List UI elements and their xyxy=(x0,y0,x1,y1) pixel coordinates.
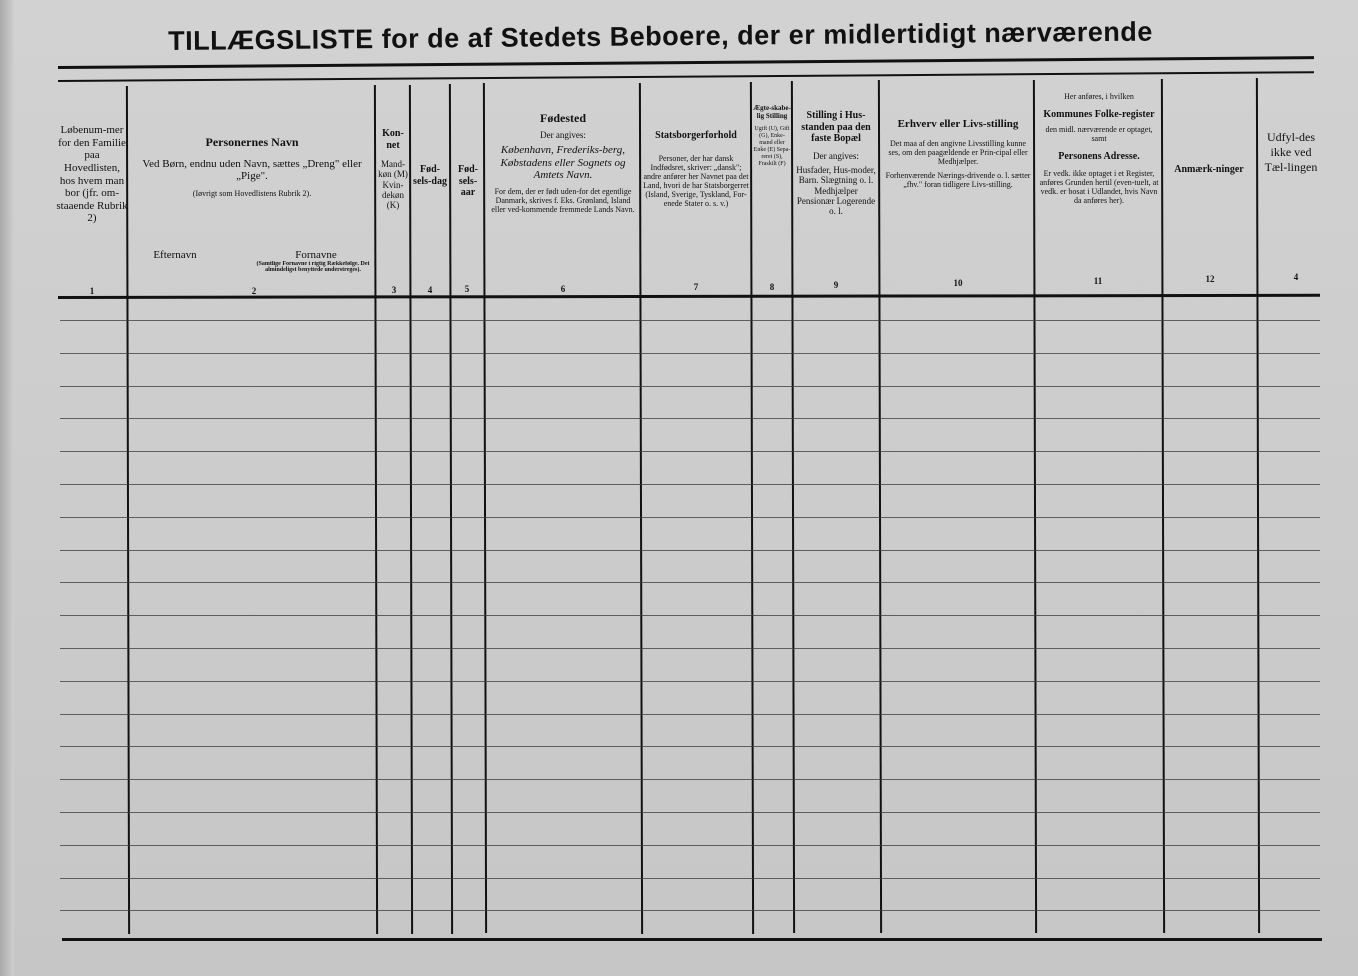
header-col-3 xyxy=(377,128,409,211)
column-divider xyxy=(409,85,413,934)
col-2-heading: Personernes Navn xyxy=(205,136,299,149)
header-col-6 xyxy=(488,112,638,215)
table-bottom-rule xyxy=(62,938,1322,941)
column-divider xyxy=(750,82,754,934)
col-2-note: Ved Børn, endnu uden Navn, sættes „Dreng" eller „Pige". xyxy=(142,157,362,183)
entry-line xyxy=(60,320,1320,321)
col-9-heading: Stilling i Hus-standen paa den faste Bopæl xyxy=(801,110,871,144)
column-divider xyxy=(483,83,487,933)
header-col-7 xyxy=(642,130,750,209)
col-3-number: 3 xyxy=(391,285,397,295)
header-col-9 xyxy=(795,110,877,217)
col-7-heading: Statsborgerforhold xyxy=(655,130,737,141)
col-6-note: For dem, der er født uden-for det egentlige Danmark, skrives f. Eks. Grønland, Island eller ved-kommende fremmede Lands Navn. xyxy=(491,187,635,215)
col-11-heading: Kommunes Folke-register xyxy=(1043,109,1155,121)
col-11-note: Er vedk. ikke optaget i et Register, anføres Grunden hertil (even-tuelt, at vedk. er bosat i Udlandet, hvis Navn da anføres her). xyxy=(1039,168,1159,206)
column-divider xyxy=(878,80,882,933)
col-5-number: 5 xyxy=(464,284,470,294)
col-11-heading-2: Personens Adresse. xyxy=(1058,151,1140,163)
header-col-11 xyxy=(1038,92,1160,205)
entry-line xyxy=(60,878,1320,879)
entry-line xyxy=(60,517,1320,518)
header-col-5: Fød-sels-aar xyxy=(458,164,478,198)
col-10-description: Det maa af den angivne Livsstilling kunne ses, om den paagældende er Prin-cipal eller Medhjælper. xyxy=(888,138,1028,167)
entry-line xyxy=(60,451,1320,452)
column-divider xyxy=(1033,80,1037,933)
col-6-number: 6 xyxy=(560,284,566,294)
entry-line xyxy=(60,386,1320,387)
col-4-number: 4 xyxy=(427,285,433,295)
entry-line xyxy=(60,746,1320,747)
col-1-description: Løbenum-mer for den Familie paa Hovedlisten, hos hvem man bor (jfr. om-staaende Rubrik 2) xyxy=(56,124,128,225)
col-10-heading: Erhverv eller Livs-stilling xyxy=(897,118,1019,130)
col-6-subheading: Der angives: xyxy=(540,129,586,140)
col-12-number: 12 xyxy=(1205,274,1215,284)
col-8-number: 8 xyxy=(769,282,775,292)
entry-line xyxy=(60,418,1320,419)
col-10-note: Forhenværende Nærings-drivende o. l. sætter „fhv." foran tidligere Livs-stilling. xyxy=(885,171,1031,190)
column-divider xyxy=(639,82,643,933)
entry-line xyxy=(60,812,1320,813)
col-9-description: Husfader, Hus-moder, Barn. Slægtning o. l. Medhjælper Pensionær Logerende o. l. xyxy=(796,164,876,217)
header-col-13: Udfyl-des ikke ved Tæl-lingen xyxy=(1264,130,1318,174)
entry-line xyxy=(60,484,1320,485)
col-13-number: 4 xyxy=(1293,272,1299,282)
col-7-description: Personer, der har dansk Indfødsret, skriver: „dansk"; andre anfører her Navnet paa det Land, hvori de har Statsborgerret (Island, Sverige, Tyskland, For-enede Stater o. s. v.) xyxy=(643,153,749,209)
entry-line xyxy=(60,779,1320,780)
col-6-places: København, Frederiks-berg, Købstadens eller Sognets og Amtets Navn. xyxy=(500,144,626,182)
col-11-description: den midl. nærværende er optaget, samt xyxy=(1045,124,1153,143)
header-top-rule xyxy=(58,71,1314,82)
entry-line xyxy=(60,845,1320,846)
col-8-description: Ugift (U), Gift (G), Enke-mand eller Enke (E) Sepa-reret (S), Fraskilt (F) xyxy=(753,126,791,167)
header-col-1 xyxy=(56,124,128,225)
col-6-heading: Fødested xyxy=(540,112,586,125)
column-divider xyxy=(1256,78,1260,933)
entry-line xyxy=(60,714,1320,715)
entry-line xyxy=(60,681,1320,682)
column-divider xyxy=(449,84,453,934)
entry-line xyxy=(60,550,1320,551)
header-col-4: Fød-sels-dag xyxy=(413,164,447,187)
entry-line xyxy=(60,353,1320,354)
column-divider xyxy=(1161,79,1165,933)
col-10-number: 10 xyxy=(953,278,963,288)
col-2-number: 2 xyxy=(251,286,257,296)
col-3-description: Mand-køn (M) Kvin-dekøn (K) xyxy=(378,159,408,211)
col-11-number: 11 xyxy=(1093,276,1103,286)
col-3-heading: Kon-net xyxy=(382,128,404,151)
form-title: TILLÆGSLISTE for de af Stedets Beboere, der er midlertidigt nærværende xyxy=(168,16,1153,56)
col-2-surname-label: Efternavn xyxy=(153,249,197,261)
title-underline xyxy=(58,56,1314,69)
col-1-number: 1 xyxy=(89,286,95,296)
col-9-number: 9 xyxy=(833,280,839,290)
entry-line xyxy=(60,582,1320,583)
col-2-forenames-note: (Samtlige Fornavne i rigtig Rækkefølge. Det almindeligst benyttede understreges). xyxy=(256,261,370,273)
column-divider xyxy=(374,85,378,934)
entry-line xyxy=(60,648,1320,649)
entry-line xyxy=(60,615,1320,616)
col-8-heading: Ægte-skabe-lig Stilling xyxy=(753,104,791,121)
header-col-8 xyxy=(753,104,791,167)
col-7-number: 7 xyxy=(693,282,699,292)
col-2-note-2: (Iøvrigt som Hovedlistens Rubrik 2). xyxy=(192,189,312,199)
col-2-forenames-label: Fornavne xyxy=(295,249,337,261)
entry-line xyxy=(60,910,1320,911)
header-col-10 xyxy=(884,118,1032,190)
header-col-12: Anmærk-ninger xyxy=(1174,164,1244,175)
col-11-pre: Her anføres, i hvilken xyxy=(1064,92,1134,101)
scan-edge-shadow xyxy=(0,0,14,976)
col-9-subheading: Der angives: xyxy=(813,150,859,161)
header-col-2 xyxy=(132,136,372,198)
